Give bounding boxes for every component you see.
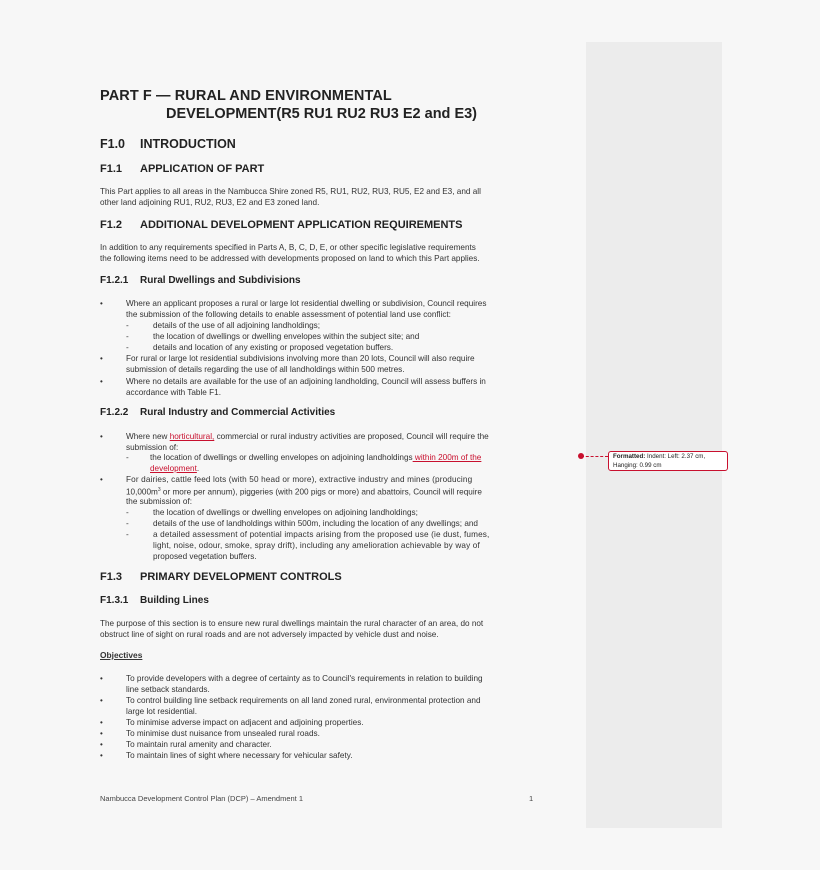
comment-label: Formatted: — [613, 453, 646, 460]
heading-text: Rural Dwellings and Subdivisions — [140, 275, 301, 286]
heading-f131 — [100, 595, 209, 606]
paragraph-line: the following items need to be addressed with developments proposed on land to which this Part applies. — [100, 254, 480, 264]
sub-list-text: the location of dwellings or dwelling envelopes within the subject site; and — [153, 332, 420, 341]
objectives-heading: Objectives — [100, 650, 143, 660]
list-item-text: line setback standards. — [126, 685, 210, 694]
sub-list-text — [150, 452, 481, 463]
dash-icon: - — [126, 453, 129, 462]
heading-number: F1.2.1 — [100, 275, 129, 286]
heading-number: F1.2 — [100, 219, 123, 231]
list-item-text: To minimise dust nuisance from unsealed rural roads. — [126, 729, 320, 738]
text-run: Where new — [126, 432, 170, 441]
dash-icon: - — [126, 530, 129, 539]
part-title-line2: DEVELOPMENT(R5 RU1 RU2 RU3 E2 and E3) — [166, 106, 478, 122]
heading-text: Building Lines — [140, 595, 209, 606]
superscript: 3 — [157, 487, 161, 493]
list-item-text: the submission of the following details to enable assessment of potential land use conflict: — [126, 310, 451, 319]
sub-list-text: details of the use of landholdings within 500m, including the location of any dwellings; and — [153, 519, 478, 528]
bullet-icon: • — [100, 299, 103, 308]
paragraph-line: other land adjoining RU1, RU2, RU3, E2 and E3 zoned land. — [100, 198, 320, 208]
page-footer: Nambucca Development Control Plan (DCP) – Amendment 1 — [100, 794, 304, 803]
list-item-text: To maintain rural amenity and character. — [126, 740, 272, 749]
heading-text: ADDITIONAL DEVELOPMENT APPLICATION REQUIREMENTS — [140, 219, 463, 231]
heading-f12 — [100, 219, 462, 231]
list-item-text: For dairies, cattle feed lots (with 50 head or more), extractive industry and mines (producing — [126, 475, 473, 484]
list-item-text: To control building line setback requirements on all land zoned rural, environmental protection and — [126, 696, 481, 705]
sub-list-text: proposed vegetation buffers. — [153, 552, 257, 561]
tracked-insertion[interactable]: development — [150, 464, 197, 473]
paragraph-application — [100, 186, 540, 208]
list-item-text: Where an applicant proposes a rural or large lot residential dwelling or subdivision, Council requires — [126, 299, 487, 308]
comment-text: Indent: Left: 2.37 cm, — [645, 453, 706, 460]
comment-margin-pane — [586, 42, 722, 828]
text-run: the location of dwellings or dwelling envelopes on adjoining landholdings — [150, 453, 413, 462]
tracked-insertion[interactable]: within 200m of the — [412, 453, 482, 462]
sub-list-text: details and location of any existing or proposed vegetation buffers. — [153, 343, 394, 352]
dash-icon: - — [126, 343, 129, 352]
list-item-text: large lot residential. — [126, 707, 197, 716]
bullet-icon: • — [100, 751, 103, 760]
list-item-text: For rural or large lot residential subdivisions involving more than 20 lots, Council will also require — [126, 354, 475, 363]
text-run: or more per annum), piggeries (with 200 pigs or more) and abattoirs, Council will require — [160, 487, 482, 497]
dash-icon: - — [126, 321, 129, 330]
heading-text: PRIMARY DEVELOPMENT CONTROLS — [140, 571, 342, 583]
bullet-icon: • — [100, 674, 103, 683]
list-item-text: Where no details are available for the use of an adjoining landholding, Council will assess buffers in — [126, 377, 486, 386]
paragraph-line: This Part applies to all areas in the Nambucca Shire zoned R5, RU1, RU2, RU3, RU5, E2 and E3, and all — [100, 187, 481, 196]
list-item-text: submission of: — [126, 443, 179, 452]
paragraph-line: obstruct line of sight on rural roads and are not adversely impacted by vehicle dust and noise. — [100, 630, 439, 640]
heading-text: INTRODUCTION — [140, 137, 236, 151]
bullet-icon: • — [100, 354, 103, 363]
bullet-icon: • — [100, 718, 103, 727]
bullet-icon: • — [100, 475, 103, 484]
dash-icon: - — [126, 508, 129, 517]
heading-text: Rural Industry and Commercial Activities — [140, 407, 336, 418]
list-item-text: To minimise adverse impact on adjacent and adjoining properties. — [126, 718, 364, 727]
part-title-line1: PART F — RURAL AND ENVIRONMENTAL — [100, 88, 392, 104]
sub-list-text: light, noise, odour, smoke, spray drift), including any amelioration achievable by way of — [153, 541, 480, 550]
list-item-text — [126, 431, 489, 442]
paragraph-line: In addition to any requirements specified in Parts A, B, C, D, E, or other specific legislative requirements — [100, 243, 476, 252]
page-number: 1 — [529, 794, 534, 803]
list-item-text: To provide developers with a degree of certainty as to Council's requirements in relation to building — [126, 674, 483, 683]
list-item-text: the submission of: — [126, 497, 192, 506]
tracked-insertion[interactable]: horticultural, — [169, 432, 215, 441]
heading-number: F1.3.1 — [100, 595, 129, 606]
sub-list-text — [150, 463, 199, 474]
dash-icon: - — [126, 519, 129, 528]
list-item-text: submission of details regarding the use of all landholdings within 500 metres. — [126, 365, 405, 374]
text-run: 10,000m — [126, 487, 158, 497]
heading-text: APPLICATION OF PART — [140, 163, 265, 175]
paragraph-building-lines — [100, 618, 540, 640]
heading-number: F1.2.2 — [100, 407, 129, 418]
heading-number: F1.1 — [100, 163, 123, 175]
formatting-comment[interactable] — [608, 451, 728, 471]
paragraph-line: The purpose of this section is to ensure new rural dwellings maintain the rural character of an area, do not — [100, 619, 484, 628]
comment-text: Hanging: 0.99 cm — [613, 461, 662, 469]
sub-list-text: details of the use of all adjoining landholdings; — [153, 321, 321, 330]
heading-number: F1.0 — [100, 137, 126, 151]
heading-f13 — [100, 571, 342, 583]
comment-connector — [581, 456, 608, 457]
dash-icon: - — [126, 332, 129, 341]
heading-f11 — [100, 163, 264, 175]
bullet-icon: • — [100, 740, 103, 749]
heading-f10 — [100, 137, 236, 151]
heading-f121 — [100, 275, 301, 286]
heading-f122 — [100, 407, 335, 418]
bullet-icon: • — [100, 729, 103, 738]
text-run: . — [196, 464, 200, 473]
list-item-text: accordance with Table F1. — [126, 388, 221, 397]
text-run: commercial or rural industry activities are proposed, Council will require the — [214, 432, 489, 441]
sub-list-text: the location of dwellings or dwelling envelopes on adjoining landholdings; — [153, 508, 418, 517]
list-item-text: To maintain lines of sight where necessary for vehicular safety. — [126, 751, 353, 760]
paragraph-additional — [100, 242, 540, 264]
bullet-icon: • — [100, 377, 103, 386]
sub-list-text: a detailed assessment of potential impacts arising from the proposed use (ie dust, fumes, — [153, 530, 490, 539]
bullet-icon: • — [100, 696, 103, 705]
bullet-icon: • — [100, 432, 103, 441]
heading-number: F1.3 — [100, 571, 123, 583]
